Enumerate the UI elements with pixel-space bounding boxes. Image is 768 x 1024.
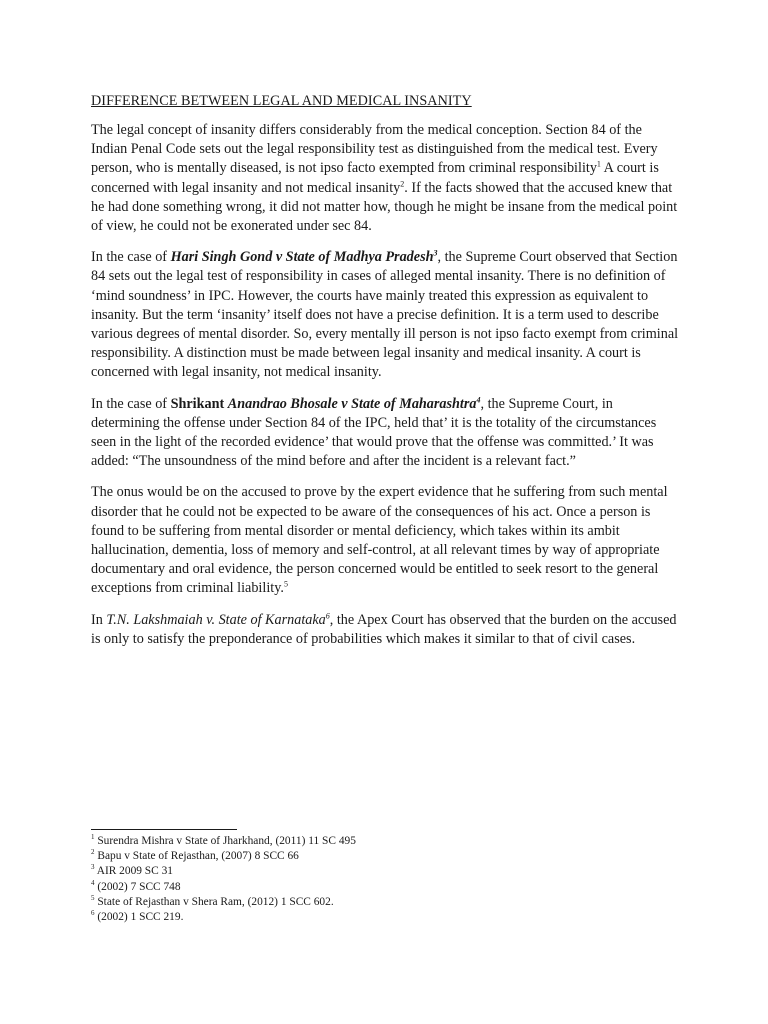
footnote-ref-3[interactable]: 3 — [433, 248, 438, 258]
p2-text-a: In the case of — [91, 249, 171, 266]
p3-text-a: In the case of — [91, 395, 171, 412]
p1-text-a: The legal concept of insanity differs considerably from the medical conception. Section 84 of the Indian Penal Code sets out the legal responsibility test as distinguished from the medical test. Every person, who is mentally diseased, is not ipso facto exempted from criminal responsibility — [91, 122, 658, 177]
footnote-number: 4 — [91, 878, 95, 887]
footnotes — [91, 834, 681, 925]
paragraph-legal-concept — [91, 121, 681, 236]
footnote-text: AIR 2009 SC 31 — [94, 865, 173, 878]
p5-text-b: , the Apex Court has observed that the burden on the accused is only to satisfy the preponderance of probabilities which makes it similar to that of civil cases. — [91, 611, 677, 647]
paragraph-lakshmaiah — [91, 611, 681, 649]
case-name-bhosale: Anandrao Bhosale v State of Maharashtra — [227, 395, 477, 412]
p1-text-b: A court is concerned with legal insanity and not medical insanity — [91, 160, 659, 196]
footnote-text: Surendra Mishra v State of Jharkhand, (2011) 11 SC 495 — [94, 835, 356, 847]
case-name-shrikant: Shrikant — [170, 395, 228, 412]
footnote-ref-5[interactable]: 5 — [283, 579, 288, 589]
footnote-ref-1[interactable]: 1 — [596, 159, 601, 169]
footnote-number: 6 — [91, 909, 95, 918]
footnote-ref-2[interactable]: 2 — [400, 178, 405, 188]
footnote-item — [91, 895, 681, 910]
p1-text-c: . If the facts showed that the accused knew that he had done something wrong, it did not matter how, though he might be insane from the medical point of view, he could not be exonerated under sec 84. — [91, 179, 678, 235]
footnote-ref-6[interactable]: 6 — [325, 610, 330, 620]
paragraph-onus — [91, 483, 681, 598]
case-name-hari-singh-gond: Hari Singh Gond v State of Madhya Pradesh — [170, 249, 434, 266]
footnote-text: (2002) 1 SCC 219. — [94, 911, 184, 924]
footnote-text: (2002) 7 SCC 748 — [94, 880, 181, 893]
footnote-number: 5 — [91, 894, 95, 903]
p4-text-a: The onus would be on the accused to prove by the expert evidence that he suffering from such mental disorder that he could not be expected to be aware of the consequences of his act. Once a person is found to be suffering from mental disorder or mental deficiency, which takes within its ambit hallucination, dementia, loss of memory and self-control, at all relevant times by way of appropriate documentary and oral evidence, the person concerned would be entitled to seek resort to the general exceptions from criminal liability. — [91, 484, 668, 597]
footnote-separator — [91, 829, 237, 830]
paragraph-shrikant-bhosale — [91, 395, 681, 472]
footnote-item — [91, 864, 681, 879]
footnote-item — [91, 834, 681, 849]
footnote-item — [91, 849, 681, 864]
footnote-number: 3 — [91, 863, 95, 872]
footnote-text: State of Rejasthan v Shera Ram, (2012) 1 SCC 602. — [94, 895, 334, 908]
footnote-number: 1 — [91, 833, 95, 842]
p2-text-b: , the Supreme Court observed that Section 84 sets out the legal test of responsibility in cases of alleged mental insanity. There is no definition of ‘mind soundness’ in IPC. However, the courts have mainly treated this expression as equivalent to insanity. But the term ‘insanity’ itself does not have a precise definition. It is a term used to describe various degrees of mental disorder. So, every mentally ill person is not ipso facto exempt from criminal responsibility. A distinction must be made between legal insanity and medical insanity. A court is concerned with legal insanity, not medical insanity. — [91, 249, 679, 381]
p5-text-a: In — [91, 611, 107, 628]
footnote-number: 2 — [91, 848, 95, 857]
case-name-lakshmaiah: T.N. Lakshmaiah v. State of Karnataka — [106, 611, 326, 628]
footnote-item — [91, 910, 681, 925]
document-page — [91, 92, 681, 661]
footnote-text: Bapu v State of Rejasthan, (2007) 8 SCC 66 — [94, 850, 299, 863]
p3-text-b: , the Supreme Court, in determining the offense under Section 84 of the IPC, held that’ it is the totality of the circumstances seen in the light of the recorded evidence’ that would prove that the offense was committed.’ It was added: “The unsoundness of the mind before and after the incident is a relevant fact.” — [91, 395, 657, 470]
document-heading: DIFFERENCE BETWEEN LEGAL AND MEDICAL INSANITY — [91, 93, 472, 109]
footnote-item — [91, 880, 681, 895]
paragraph-hari-singh-gond — [91, 248, 681, 382]
footnote-ref-4[interactable]: 4 — [476, 394, 481, 404]
